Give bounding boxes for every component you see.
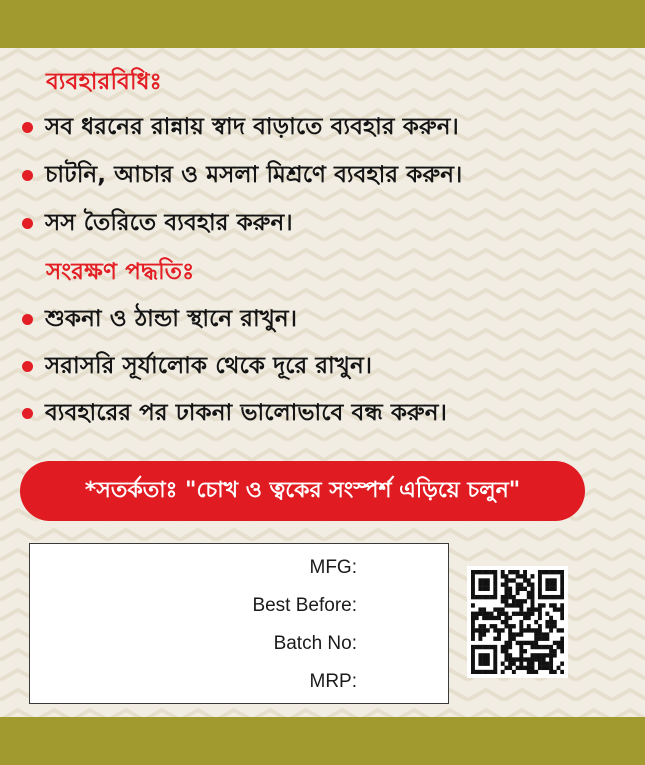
mrp-label: MRP: bbox=[309, 671, 357, 692]
top-band bbox=[0, 0, 645, 48]
storage-item-2-text: সরাসরি সূর্যালোক থেকে দূরে রাখুন। bbox=[45, 352, 373, 379]
qr-code-graphic bbox=[471, 570, 564, 674]
usage-item-2-text: চাটনি, আচার ও মসলা মিশ্রণে ব্যবহার করুন। bbox=[45, 161, 463, 188]
mfg-label: MFG: bbox=[309, 557, 357, 578]
bottom-band bbox=[0, 717, 645, 765]
bullet-icon bbox=[22, 122, 33, 133]
usage-item-3-text: সস তৈরিতে ব্যবহার করুন। bbox=[45, 209, 293, 236]
storage-item-3-text: ব্যবহারের পর ঢাকনা ভালোভাবে বন্ধ করুন। bbox=[45, 399, 447, 426]
storage-item-1 bbox=[22, 302, 297, 336]
usage-item-1 bbox=[22, 110, 459, 144]
warning-banner: *সতর্কতাঃ "চোখ ও ত্বকের সংস্পর্শ এড়িয়ে চলুন" bbox=[20, 461, 585, 521]
batch-no-label: Batch No: bbox=[273, 633, 357, 654]
bullet-icon bbox=[22, 408, 33, 419]
storage-item-3 bbox=[22, 396, 447, 430]
usage-heading: ব্যবহারবিধিঃ bbox=[46, 69, 162, 95]
best-before-label: Best Before: bbox=[252, 595, 357, 616]
bullet-icon bbox=[22, 170, 33, 181]
usage-item-2 bbox=[22, 158, 462, 192]
qr-code-icon bbox=[467, 566, 568, 678]
storage-item-2 bbox=[22, 349, 372, 383]
product-info-box bbox=[29, 543, 449, 704]
storage-item-1-text: শুকনা ও ঠান্ডা স্থানে রাখুন। bbox=[45, 305, 298, 332]
storage-heading: সংরক্ষণ পদ্ধতিঃ bbox=[46, 259, 195, 285]
bullet-icon bbox=[22, 361, 33, 372]
usage-item-1-text: সব ধরনের রান্নায় স্বাদ বাড়াতে ব্যবহার করুন। bbox=[45, 113, 459, 140]
bullet-icon bbox=[22, 218, 33, 229]
usage-item-3 bbox=[22, 206, 293, 240]
bullet-icon bbox=[22, 314, 33, 325]
